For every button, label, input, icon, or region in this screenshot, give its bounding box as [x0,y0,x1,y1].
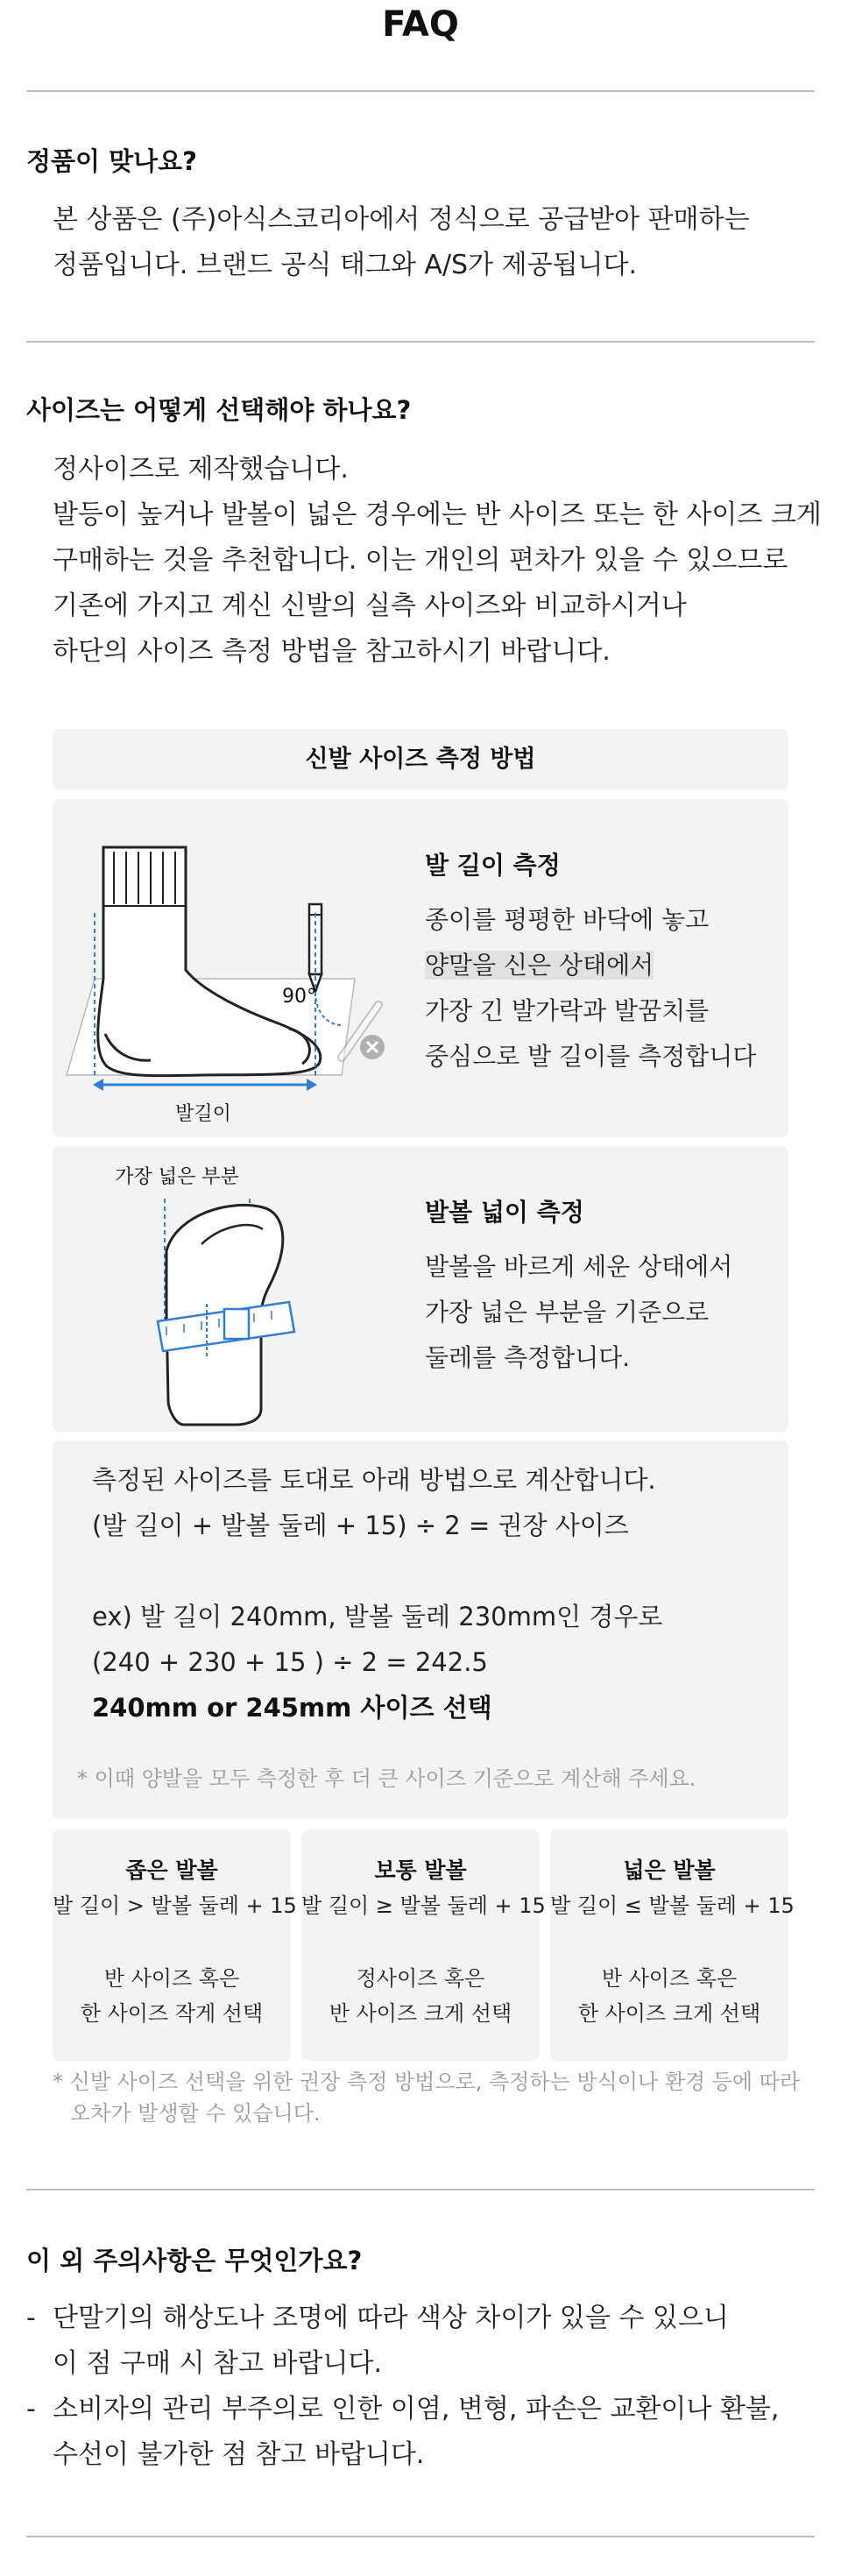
foot-width-title: 발볼 넓이 측정 [425,1198,584,1227]
step-line: 발볼을 바르게 세운 상태에서 [425,1252,733,1281]
calc-line: (240 + 230 + 15 ) ÷ 2 = 242.5 [92,1647,488,1677]
wide-width-column [550,1829,795,2061]
step-line: 양말을 신은 상태에서 [425,951,654,980]
foot-length-title: 발 길이 측정 [425,851,561,880]
step-line: 종이를 평평한 바닥에 놓고 [425,905,710,934]
bullet-dash: - [26,2303,36,2333]
faq-question-size: 사이즈는 어떻게 선택해야 하나요? [26,395,412,425]
column-title: 넓은 발볼 [623,1858,716,1883]
calc-line: ex) 발 길이 240mm, 발볼 둘레 230mm인 경우로 [92,1602,663,1631]
column-formula: 발 길이 > 발볼 둘레 + 15 [53,1893,297,1918]
answer-line: 정사이즈로 제작했습니다. [53,454,349,485]
notice-text: 소비자의 관리 부주의로 인한 이염, 변형, 파손은 교환이나 환불, 수선이 불가한 점 참고 바랍니다. [53,2394,780,2470]
widest-label: 가장 넓은 부분 [115,1166,239,1188]
size-guide-header: 신발 사이즈 측정 방법 [53,729,788,790]
column-formula: 발 길이 ≤ 발볼 둘레 + 15 [550,1893,795,1918]
step-line: 가장 긴 발가락과 발꿈치를 [425,996,710,1025]
divider [26,341,815,343]
page-title: FAQ [382,4,459,45]
faq-question-authentic: 정품이 맞나요? [26,146,198,176]
column-recommendation: 반 사이즈 혹은 한 사이즈 크게 선택 [577,1966,761,2026]
faq-answer-size [53,447,822,675]
calc-line: (발 길이 + 발볼 둘레 + 15) ÷ 2 = 권장 사이즈 [92,1511,629,1540]
narrow-width-column [53,1829,297,2061]
answer-line: 발등이 높거나 발볼이 넓은 경우에는 반 사이즈 또는 한 사이즈 크게 [53,499,822,530]
normal-width-column [301,1829,546,2061]
length-label: 발길이 [175,1103,231,1125]
size-calculation-text [92,1457,662,1730]
step-line: 가장 넓은 부분을 기준으로 [425,1298,710,1327]
guide-footnote: * 신발 사이즈 선택을 위한 권장 측정 방법으로, 측정하는 방식이나 환경 등에 따라 오차가 발생할 수 있습니다. [53,2070,801,2126]
foot-length-card [53,799,788,1137]
column-recommendation: 정사이즈 혹은 반 사이즈 크게 선택 [329,1966,512,2026]
faq-answer-authentic [53,197,750,288]
column-formula: 발 길이 ≥ 발볼 둘레 + 15 [301,1893,546,1918]
answer-line: 구매하는 것을 추천합니다. 이는 개인의 편차가 있을 수 있으므로 [53,545,788,576]
foot-width-illustration [53,1146,403,1432]
bullet-dash: - [26,2394,36,2424]
column-title: 보통 발볼 [374,1858,467,1883]
foot-length-steps [425,897,756,1079]
calc-result: 240mm or 245mm 사이즈 선택 [92,1693,492,1723]
notice-text: 단말기의 해상도나 조명에 따라 색상 차이가 있을 수 있으니 이 점 구매 시 참고 바랍니다. [53,2303,729,2379]
calc-line [92,1548,662,1594]
answer-line: 본 상품은 (주)아식스코리아에서 정식으로 공급받아 판매하는 [53,204,750,235]
faq-question-notes: 이 외 주의사항은 무엇인가요? [26,2246,363,2275]
column-title: 좁은 발볼 [125,1858,218,1883]
foot-width-steps [425,1244,732,1381]
answer-line: 정품입니다. 브랜드 공식 태그와 A/S가 제공됩니다. [53,250,638,280]
foot-width-card [53,1146,788,1432]
foot-length-illustration [53,799,403,1137]
divider [26,2536,815,2537]
calc-note: * 이때 양발을 모두 측정한 후 더 큰 사이즈 기준으로 계산해 주세요. [77,1766,696,1791]
divider [26,2189,815,2190]
step-line: 둘레를 측정합니다. [425,1343,631,1372]
divider [26,90,815,92]
step-line: 중심으로 발 길이를 측정합니다 [425,1042,757,1071]
calc-line: 측정된 사이즈를 토대로 아래 방법으로 계산합니다. [92,1465,656,1495]
angle-label: 90° [282,986,316,1008]
column-recommendation: 반 사이즈 혹은 한 사이즈 작게 선택 [80,1966,264,2026]
answer-line: 하단의 사이즈 측정 방법을 참고하시기 바랍니다. [53,636,611,667]
answer-line: 기존에 가지고 계신 신발의 실측 사이즈와 비교하시거나 [53,591,687,621]
